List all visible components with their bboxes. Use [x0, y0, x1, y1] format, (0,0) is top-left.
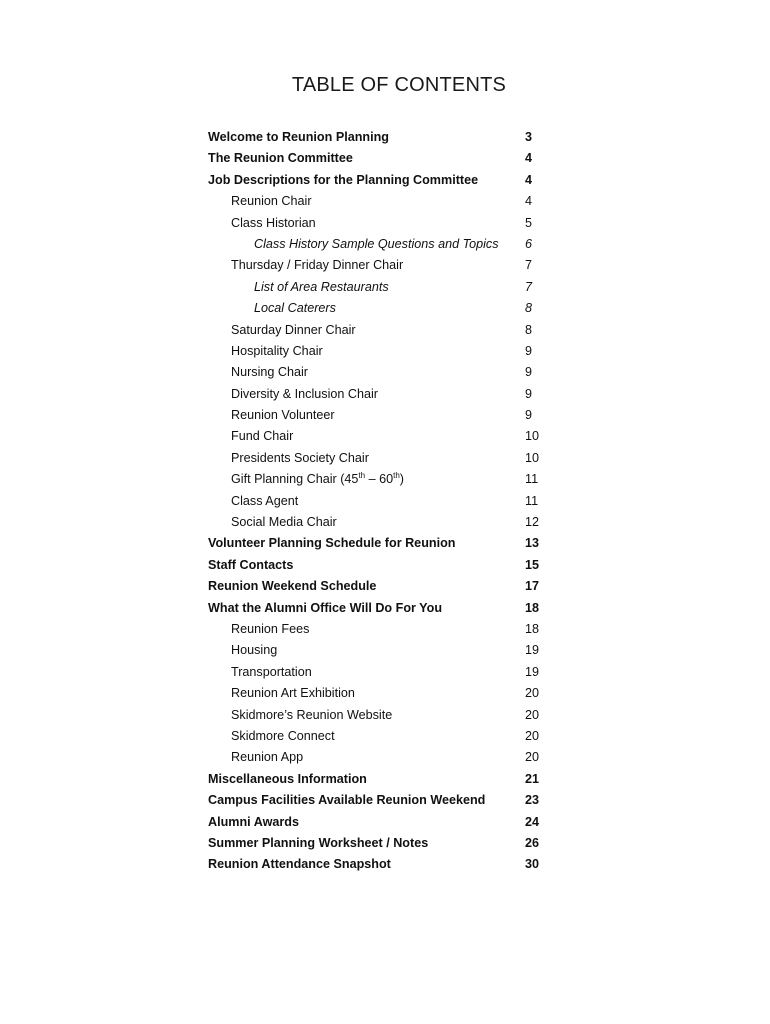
toc-entry-page-number: 13: [525, 536, 540, 551]
toc-entry-page-number: 24: [525, 814, 540, 829]
toc-entry-label: Skidmore Connect: [231, 728, 335, 743]
toc-entry-page-number: 20: [525, 707, 540, 722]
label-part: Gift Planning Chair (45: [231, 472, 359, 487]
toc-entry-label: Housing: [231, 643, 278, 658]
toc-entry-page-number: 12: [525, 515, 540, 530]
toc-entry-page-number: 7: [525, 258, 533, 273]
toc-entry-page-number: 3: [525, 130, 533, 144]
toc-entry-label: What the Alumni Office Will Do For You: [208, 600, 443, 615]
toc-entry-label: Fund Chair: [231, 429, 294, 444]
toc-entry-page-number: 6: [525, 236, 533, 251]
toc-entry: [208, 854, 548, 875]
toc-entry-page-number: 21: [525, 771, 540, 786]
toc-entry-page-number: 9: [525, 408, 533, 423]
toc-entry: [208, 491, 548, 512]
toc-entry-page-number: 8: [525, 301, 533, 316]
label-part: ): [399, 472, 404, 487]
toc-entry: [208, 790, 548, 811]
toc-entry: [208, 213, 548, 234]
toc-entry-page-number: 9: [525, 343, 533, 358]
toc-entry-page-number: 4: [525, 151, 533, 166]
toc-entry-label: Volunteer Planning Schedule for Reunion: [208, 536, 456, 551]
toc-entry: [208, 747, 548, 768]
toc-entry-label: Class History Sample Questions and Topics: [254, 236, 499, 251]
toc-entry-label: Local Caterers: [254, 301, 336, 316]
toc-entry: [208, 769, 548, 790]
toc-entry: [208, 705, 548, 726]
toc-entry: [208, 234, 548, 255]
toc-entry-page-number: 26: [525, 835, 540, 850]
toc-entry-page-number: 20: [525, 750, 540, 765]
toc-entry: [208, 426, 548, 447]
toc-entry-label: Class Agent: [231, 493, 299, 508]
superscript: th: [393, 471, 400, 481]
toc-entry: [208, 341, 548, 362]
toc-entry-label: Welcome to Reunion Planning: [208, 130, 389, 144]
toc-entry-page-number: 20: [525, 728, 540, 743]
toc-entry-label: Job Descriptions for the Planning Committee: [208, 172, 479, 187]
toc-entry-label: Reunion App: [231, 750, 304, 765]
toc-entry-label: Reunion Volunteer: [231, 408, 335, 423]
toc-entry-page-number: 7: [525, 279, 533, 294]
toc-entry-page-number: 18: [525, 621, 540, 636]
toc-entry-page-number: 23: [525, 793, 540, 808]
toc-entry: [208, 405, 548, 426]
toc-entry-label: Reunion Attendance Snapshot: [208, 857, 391, 872]
toc-entry: [208, 127, 548, 148]
toc-entry: [208, 170, 548, 191]
toc-entry-label: Summer Planning Worksheet / Notes: [208, 835, 429, 850]
toc-entry-label: Social Media Chair: [231, 515, 337, 530]
superscript: th: [358, 471, 366, 481]
toc-entry-label: Alumni Awards: [208, 814, 299, 829]
toc-entry: [208, 619, 548, 640]
toc-entry: [208, 833, 548, 854]
toc-entry-label: [231, 469, 404, 490]
toc-entry: [208, 384, 548, 405]
toc-entry-label: Reunion Art Exhibition: [231, 686, 355, 701]
toc-entry: [208, 148, 548, 169]
toc-entry-page-number: 11: [525, 472, 539, 487]
toc-entry-label: Skidmore’s Reunion Website: [231, 707, 393, 722]
toc-entry: [208, 598, 548, 619]
toc-entry: [208, 533, 548, 554]
toc-entry-page-number: 10: [525, 429, 540, 444]
toc-entry: [208, 191, 548, 212]
toc-entry: [208, 448, 548, 469]
toc-entry-label: Reunion Fees: [231, 621, 310, 636]
toc-entry: [208, 362, 548, 383]
table-of-contents: [208, 127, 548, 876]
toc-entry-page-number: 19: [525, 664, 540, 679]
toc-entry: [208, 255, 548, 276]
toc-entry-label: Diversity & Inclusion Chair: [231, 386, 378, 401]
toc-entry-page-number: 9: [525, 386, 533, 401]
toc-entry: [208, 683, 548, 704]
toc-entry-label: Reunion Weekend Schedule: [208, 579, 377, 594]
toc-entry-page-number: 20: [525, 686, 540, 701]
toc-entry: [208, 812, 548, 833]
toc-entry-page-number: 9: [525, 365, 533, 380]
toc-entry-page-number: 4: [525, 172, 533, 187]
toc-entry-label: Staff Contacts: [208, 557, 294, 572]
toc-entry-label: Nursing Chair: [231, 365, 308, 380]
toc-entry-label: Presidents Society Chair: [231, 450, 369, 465]
toc-entry-page-number: 15: [525, 557, 540, 572]
toc-entry-page-number: 17: [525, 579, 540, 594]
toc-entry-page-number: 19: [525, 643, 540, 658]
toc-entry: [208, 298, 548, 319]
toc-entry-label: Miscellaneous Information: [208, 771, 367, 786]
toc-entry-page-number: 30: [525, 857, 540, 872]
toc-entry: [208, 469, 548, 490]
page-title: TABLE OF CONTENTS: [291, 74, 507, 96]
label-part: – 60: [365, 472, 394, 487]
toc-entry-label: Class Historian: [231, 215, 316, 230]
toc-entry: [208, 320, 548, 341]
toc-entry: [208, 640, 548, 661]
toc-entry: [208, 576, 548, 597]
toc-entry: [208, 277, 548, 298]
toc-entry-page-number: 18: [525, 600, 540, 615]
toc-entry-page-number: 10: [525, 450, 540, 465]
toc-entry-label: Saturday Dinner Chair: [231, 322, 356, 337]
toc-entry-label: The Reunion Committee: [208, 151, 353, 166]
toc-entry: [208, 726, 548, 747]
toc-entry: [208, 512, 548, 533]
toc-entry-label: Reunion Chair: [231, 194, 312, 209]
toc-entry-label: Transportation: [231, 664, 312, 679]
toc-entry-page-number: 8: [525, 322, 533, 337]
toc-entry: [208, 662, 548, 683]
toc-entry-label: List of Area Restaurants: [254, 279, 389, 294]
toc-entry-page-number: 4: [525, 194, 533, 209]
toc-entry-page-number: 11: [525, 493, 539, 508]
toc-entry-label: Campus Facilities Available Reunion Weekend: [208, 793, 486, 808]
toc-entry-label: Hospitality Chair: [231, 343, 323, 358]
toc-entry: [208, 555, 548, 576]
toc-entry-page-number: 5: [525, 215, 533, 230]
toc-entry-label: Thursday / Friday Dinner Chair: [231, 258, 404, 273]
